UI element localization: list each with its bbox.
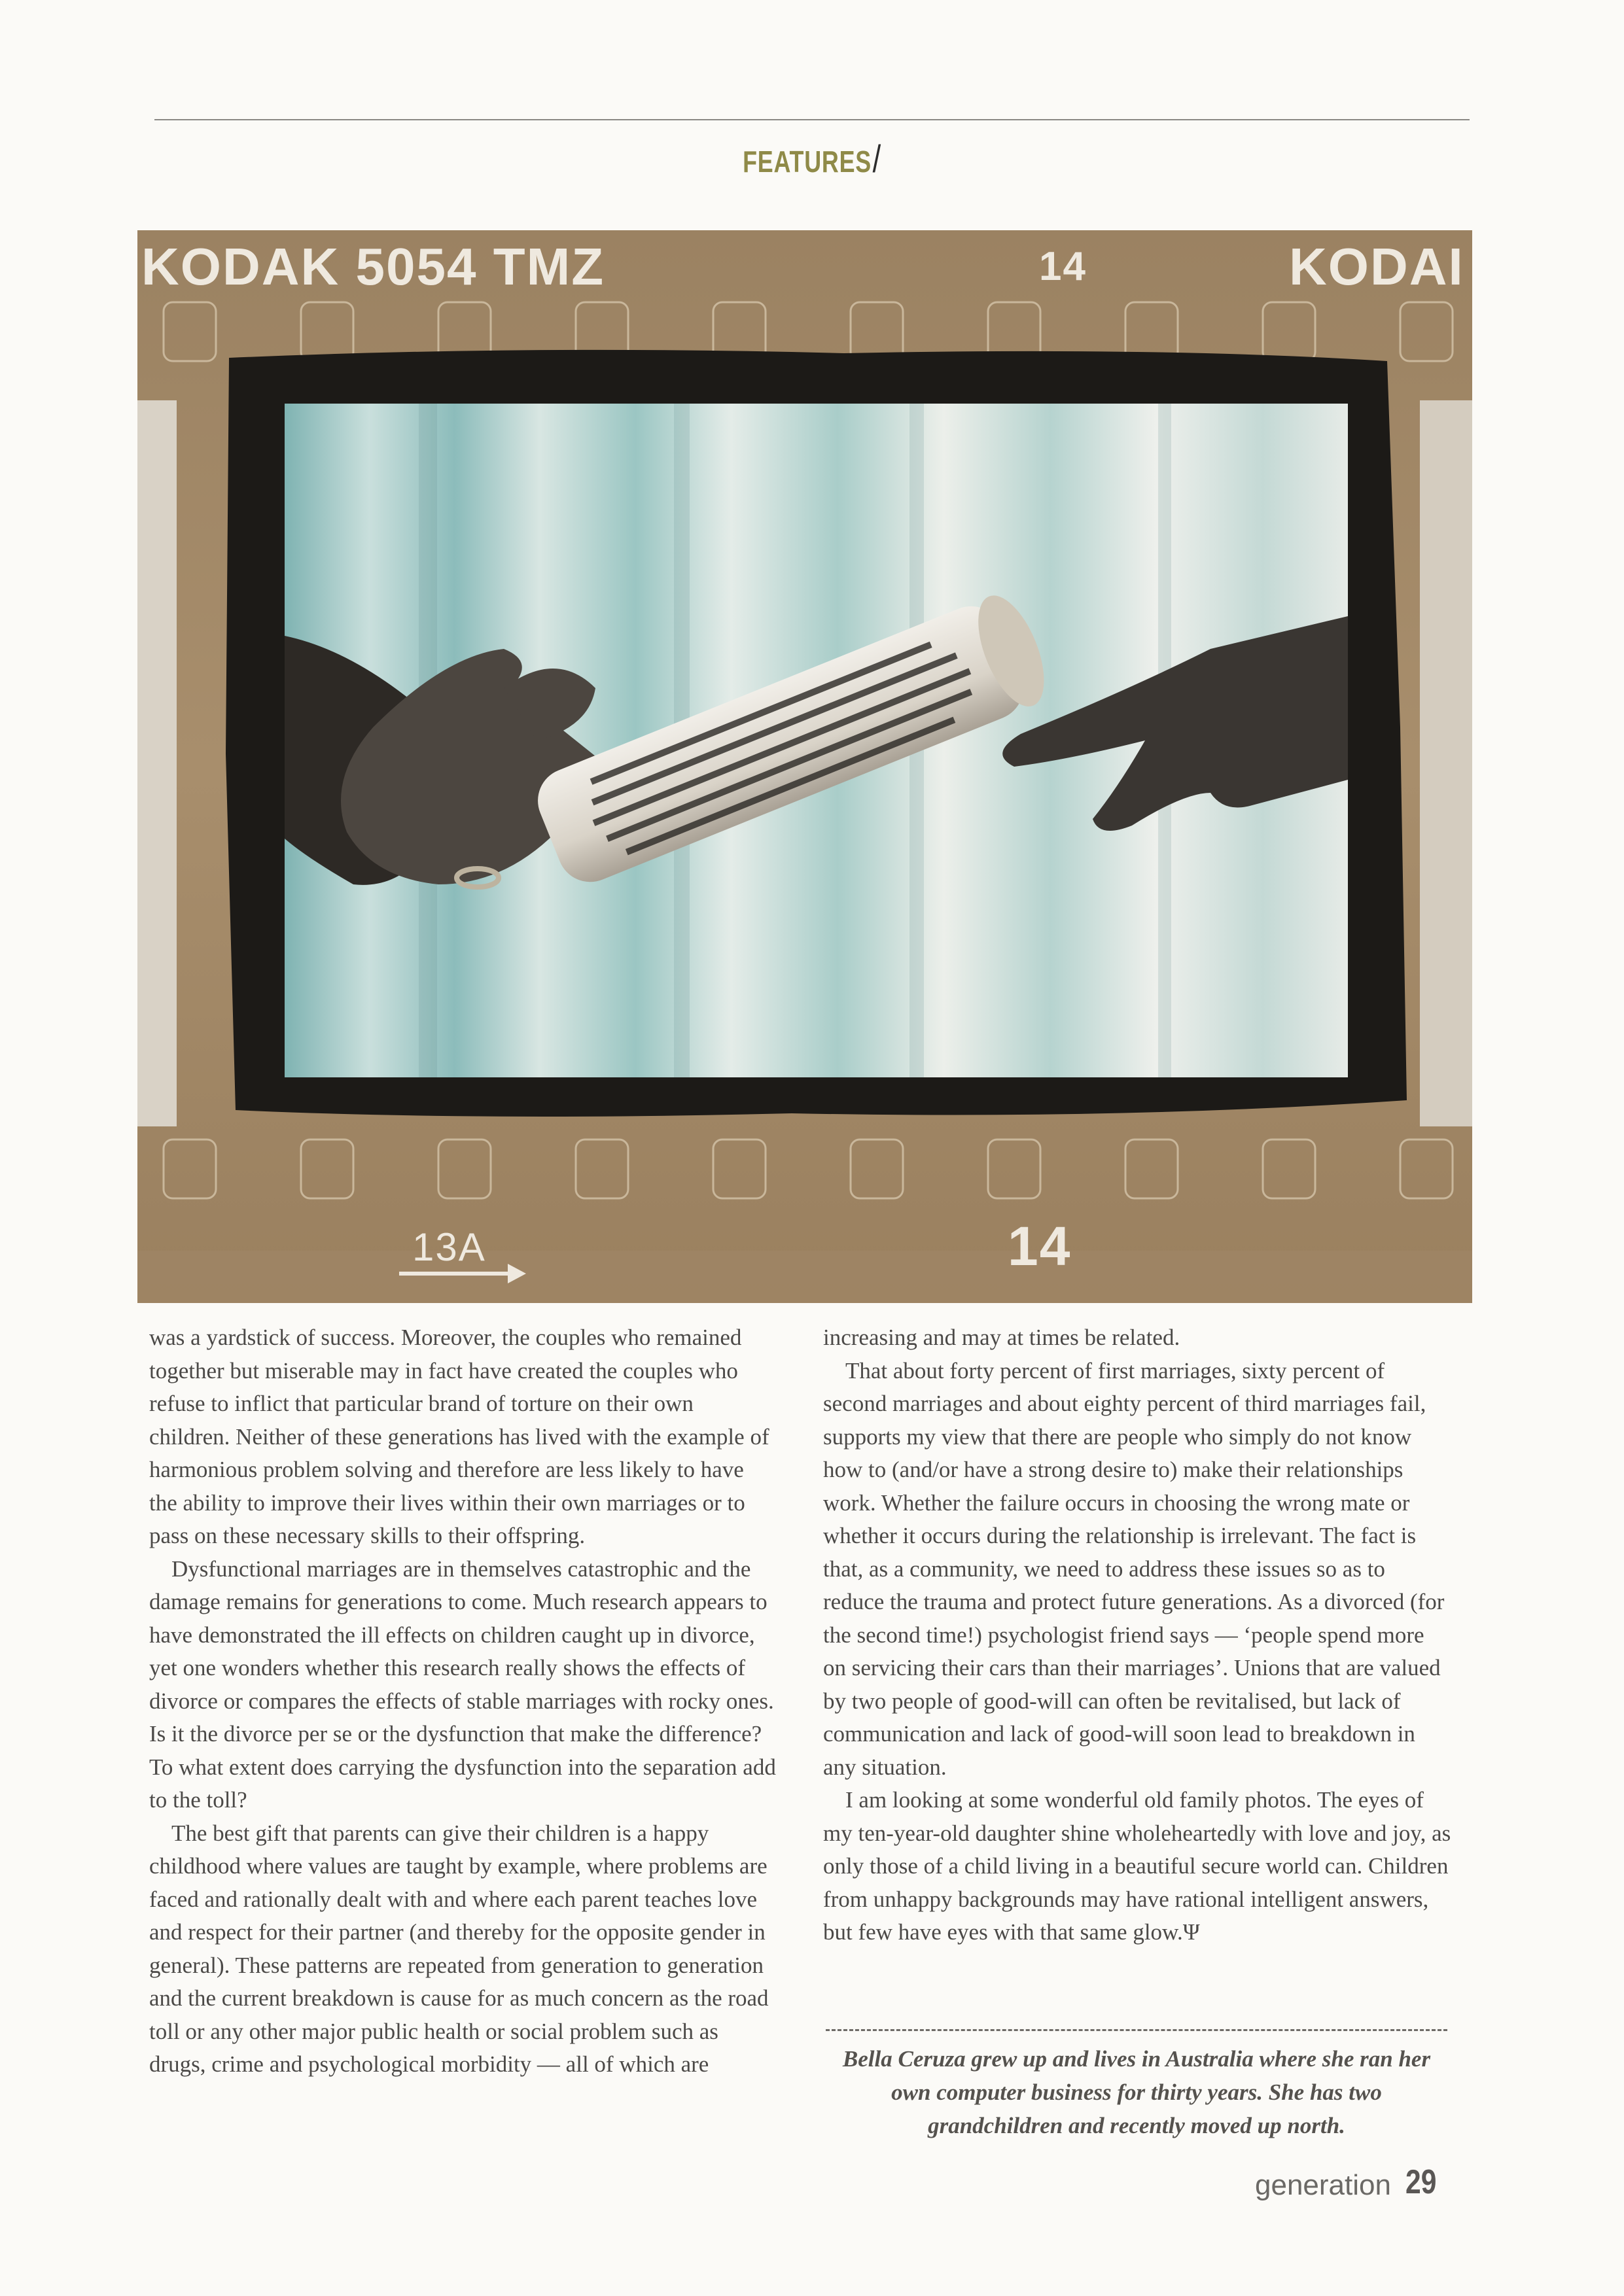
film-brand-label: KODAK 5054 TMZ — [141, 237, 605, 296]
frame-number-a: 13A — [412, 1225, 486, 1269]
frame-arrow-icon — [399, 1272, 510, 1276]
paragraph: Dysfunctional marriages are in themselves catastrophic and the damage remains for generations to come. Much research appears to have demonstrated the ill effects on children caught up in divorce, yet one wonders whether this research really shows the effects of divorce or compares the effects of stable marriages with rocky ones. Is it the divorce per se or the dysfunction that make the difference? To what extent does carrying the dysfunction into the separation add to the toll? — [149, 1556, 776, 1813]
menorah-end-icon: Ψ — [1182, 1919, 1200, 1945]
author-bio: Bella Ceruza grew up and lives in Australia where she ran her own computer business for thirty years. She has two grandchildren and recently moved up north. — [842, 2046, 1431, 2138]
article-column-left — [149, 1321, 777, 2081]
page-number: 29 — [1405, 2163, 1437, 2201]
film-negative-illustration — [137, 230, 1472, 1303]
publication-name: generation — [1255, 2169, 1391, 2201]
paragraph: That about forty percent of first marriages, sixty percent of second marriages and about eighty percent of third marriages fail, supports my view that there are people who simply do not know how to (and/or have a strong desire to) make their relationships work. Whether the failure occurs in choosing the wrong mate or whether it occurs during the relationship is irrelevant. The fact is that, as a community, we need to address these issues so as to reduce the trauma and protect future generations. As a divorced (for the second time!) psychologist friend says — ‘people spend more on servicing their cars than their marriages’. Unions that are valued by two people of good-will can often be revitalised, but lack of communication and lack of good-will soon lead to breakdown in any situation. — [823, 1357, 1445, 1780]
paragraph-final — [823, 1784, 1451, 1949]
paragraph-text: I am looking at some wonderful old family photos. The eyes of my ten-year-old daughter shine wholeheartedly with love and joy, as only those of a child living in a beautiful secure world can. Children from unhappy backgrounds may have rational intelligent answers, but few have eyes with that same glow. — [823, 1787, 1451, 1945]
section-label — [179, 137, 1445, 181]
section-slash: / — [872, 138, 881, 181]
top-rule — [154, 119, 1470, 120]
feature-photo — [137, 230, 1472, 1303]
paragraph: increasing and may at times be related. — [823, 1325, 1180, 1350]
film-brand-label-2: KODAI — [1289, 237, 1464, 296]
article-column-right — [823, 1321, 1451, 1949]
section-title: FEATURES — [743, 145, 872, 179]
frame-number-b: 14 — [1008, 1215, 1072, 1277]
frame-number-top: 14 — [1039, 244, 1087, 289]
paragraph: was a yardstick of success. Moreover, the couples who remained together but miserable may in fact have created the couples who refuse to inflict that particular brand of torture on their own children. Neither of these generations has lived with the example of harmonious problem solving and therefore are less likely to have the ability to improve their lives within their own marriages or to pass on these necessary skills to their offspring. — [149, 1325, 769, 1548]
bio-divider — [826, 2029, 1447, 2031]
paragraph: The best gift that parents can give their children is a happy childhood where values are taught by example, where problems are faced and rationally dealt with and where each parent teaches love and respect for their partner (and thereby for the opposite gender in general). These patterns are repeated from generation to generation and the current breakdown is cause for as much concern as the road toll or any other major public health or social problem such as drugs, crime and psychological morbidity — all of which are — [149, 1820, 769, 2077]
